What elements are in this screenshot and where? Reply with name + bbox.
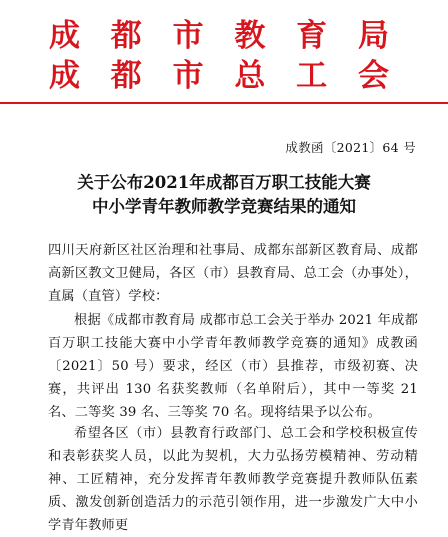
body-paragraph-results: 根据《成都市教育局 成都市总工会关于举办 2021 年成都百万职工技能大赛中小学青年教师教学竞赛的通知》成教函〔2021〕50 号）要求，经区（市）县推荐，市级初赛、决赛，共评出 130 名获奖教师（名单附后），其中一等奖 21 名、二等奖 39 名、三等奖 70 名。现将结果予以公布。 bbox=[48, 313, 418, 420]
document-number: 成教函〔2021〕64 号 bbox=[285, 140, 416, 155]
body-paragraph-hopes: 希望各区（市）县教育行政部门、总工会和学校积极宣传和表彰获奖人员，以此为契机，大力弘扬劳模精神、劳动精神、工匠精神，充分发挥青年教师教学竞赛提升教师队伍素质、激发创新创造活力的示范引领作用，进一步激发广大中小学青年教师更 bbox=[48, 426, 418, 533]
recipients-paragraph: 四川天府新区社区治理和社事局、成都东部新区教育局、成都高新区教文卫健局，各区（市）县教育局、总工会（办事处），直属（直管）学校： bbox=[48, 243, 418, 304]
header-divider bbox=[0, 102, 448, 104]
document-title-line-1: 关于公布2021年成都百万职工技能大赛 bbox=[77, 173, 371, 192]
issuer-header-education-bureau: 成 都 市 教 育 局 bbox=[49, 18, 399, 54]
issuer-header-trade-union: 成 都 市 总 工 会 bbox=[49, 58, 399, 94]
document-title-line-2: 中小学青年教师教学竞赛结果的通知 bbox=[92, 197, 356, 216]
